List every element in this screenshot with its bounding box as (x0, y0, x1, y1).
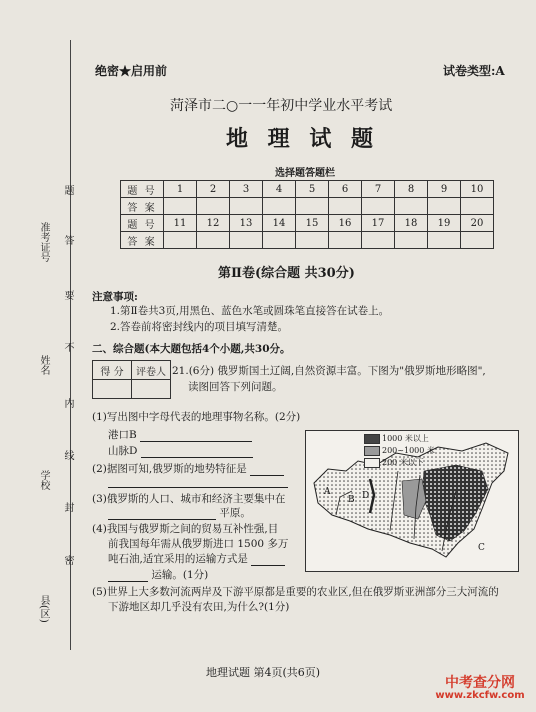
answer-blank[interactable] (108, 570, 148, 582)
map-letter-a: A (324, 487, 331, 497)
question-5-cont: 下游地区却几乎没有农田,为什么?(1分) (108, 601, 290, 613)
seal-char: 封 (62, 502, 73, 512)
question-4-cont: 运输。(1分) (108, 568, 208, 582)
answer-cell[interactable] (329, 198, 362, 215)
map-letter-d: D (362, 491, 370, 501)
watermark-title: 中考查分网 (445, 675, 515, 691)
table-row: 答 案 (121, 198, 494, 215)
answer-cell[interactable] (362, 198, 395, 215)
answer-table (120, 180, 494, 249)
note-item: 1.第Ⅱ卷共3页,用黑色、蓝色水笔或圆珠笔直接答在试卷上。 (110, 305, 390, 317)
seal-char: 要 (62, 290, 73, 300)
score-cell[interactable] (93, 380, 132, 399)
confidential-label: 绝密★启用前 (95, 64, 168, 78)
seal-char: 内 (62, 398, 73, 408)
answer-table-caption: 选择题答题栏 (275, 168, 335, 179)
seal-char: 密 (62, 555, 73, 565)
part2-heading: 二、综合题(本大题包括4个小题,共30分。 (92, 343, 291, 355)
question-2: (2)据图可知,俄罗斯的地势特征是 (92, 462, 284, 476)
page-footer: 地理试题 第4页(共6页) (206, 666, 321, 679)
answer-cell[interactable] (395, 198, 428, 215)
table-row (93, 380, 171, 399)
answer-cell[interactable] (296, 198, 329, 215)
answer-cell[interactable] (362, 232, 395, 249)
answer-cell[interactable] (197, 198, 230, 215)
answer-cell[interactable] (164, 232, 197, 249)
answer-cell[interactable] (461, 232, 494, 249)
answer-cell[interactable] (197, 232, 230, 249)
question-1: (1)写出图中字母代表的地理事物名称。(2分) (92, 411, 301, 423)
legend-swatch-high (364, 434, 380, 444)
admission-number-label: 准考证号 (38, 222, 49, 262)
notes-title: 注意事项: (92, 291, 138, 303)
note-item: 2.答卷前将密封线内的项目填写清楚。 (110, 321, 289, 333)
russia-terrain-map (305, 430, 519, 572)
question-4-cont: 吨石油,适宜采用的运输方式是 (108, 552, 285, 566)
answer-cell[interactable] (263, 232, 296, 249)
answer-cell[interactable] (230, 232, 263, 249)
question-1-b: 港口B (108, 428, 252, 442)
answer-cell[interactable] (428, 232, 461, 249)
legend-high: 1000 米以上 (382, 434, 429, 443)
table-row: 得 分 评卷人 (93, 361, 171, 380)
question-3-cont: 平原。 (108, 506, 251, 520)
legend-mid: 200~1000 米 (382, 446, 435, 455)
grader-cell[interactable] (132, 380, 171, 399)
table-row: 题 号 1 2 3 4 5 6 7 8 9 10 (121, 181, 494, 198)
answer-blank[interactable] (108, 508, 216, 520)
table-row: 答 案 (121, 232, 494, 249)
question-3: (3)俄罗斯的人口、城市和经济主要集中在 (92, 493, 286, 505)
question-4: (4)我国与俄罗斯之间的贸易互补性强,目 (92, 523, 279, 535)
answer-cell[interactable] (428, 198, 461, 215)
exam-title: 菏泽市二○一一年初中学业水平考试 (170, 98, 393, 114)
school-label: 学校 (38, 470, 49, 490)
answer-cell[interactable] (263, 198, 296, 215)
answer-blank[interactable] (140, 430, 252, 442)
score-table (92, 360, 171, 399)
answer-cell[interactable] (230, 198, 263, 215)
answer-cell[interactable] (395, 232, 428, 249)
paper-type-label: 试卷类型:A (443, 64, 505, 78)
watermark-url: www.zkcfw.com (435, 690, 525, 701)
seal-char: 不 (62, 342, 73, 352)
table-row: 题 号 11 12 13 14 15 16 17 18 19 20 (121, 215, 494, 232)
answer-blank[interactable] (251, 554, 285, 566)
answer-cell[interactable] (296, 232, 329, 249)
seal-char: 答 (62, 235, 73, 245)
seal-char: 线 (62, 450, 73, 460)
answer-cell[interactable] (329, 232, 362, 249)
map-letter-b: B (348, 495, 355, 505)
q21-stem-cont: 读图回答下列问题。 (188, 381, 283, 393)
legend-low: 200 米以下 (382, 458, 424, 467)
legend-swatch-mid (364, 446, 380, 456)
answer-cell[interactable] (164, 198, 197, 215)
subject-title: 地 理 试 题 (226, 126, 379, 152)
q21-stem: 21.(6分) 俄罗斯国土辽阔,自然资源丰富。下图为"俄罗斯地形略图", (172, 365, 486, 377)
seal-char: 题 (62, 185, 73, 195)
question-4-cont: 前我国每年需从俄罗斯进口 1500 多万 (108, 538, 289, 550)
question-2-cont (108, 474, 288, 488)
legend-swatch-low (364, 458, 380, 468)
answer-cell[interactable] (461, 198, 494, 215)
map-letter-c: C (478, 543, 485, 553)
county-label: 县(区) (38, 595, 49, 623)
answer-blank[interactable] (108, 476, 288, 488)
question-1-d: 山脉D (108, 444, 253, 458)
name-label: 姓名 (38, 355, 49, 375)
answer-blank[interactable] (141, 446, 253, 458)
question-5: (5)世界上大多数河流两岸及下游平原都是重要的农业区,但在俄罗斯亚洲部分三大河流的 (92, 586, 499, 598)
section2-heading: 第Ⅱ卷(综合题 共30分) (218, 266, 355, 281)
